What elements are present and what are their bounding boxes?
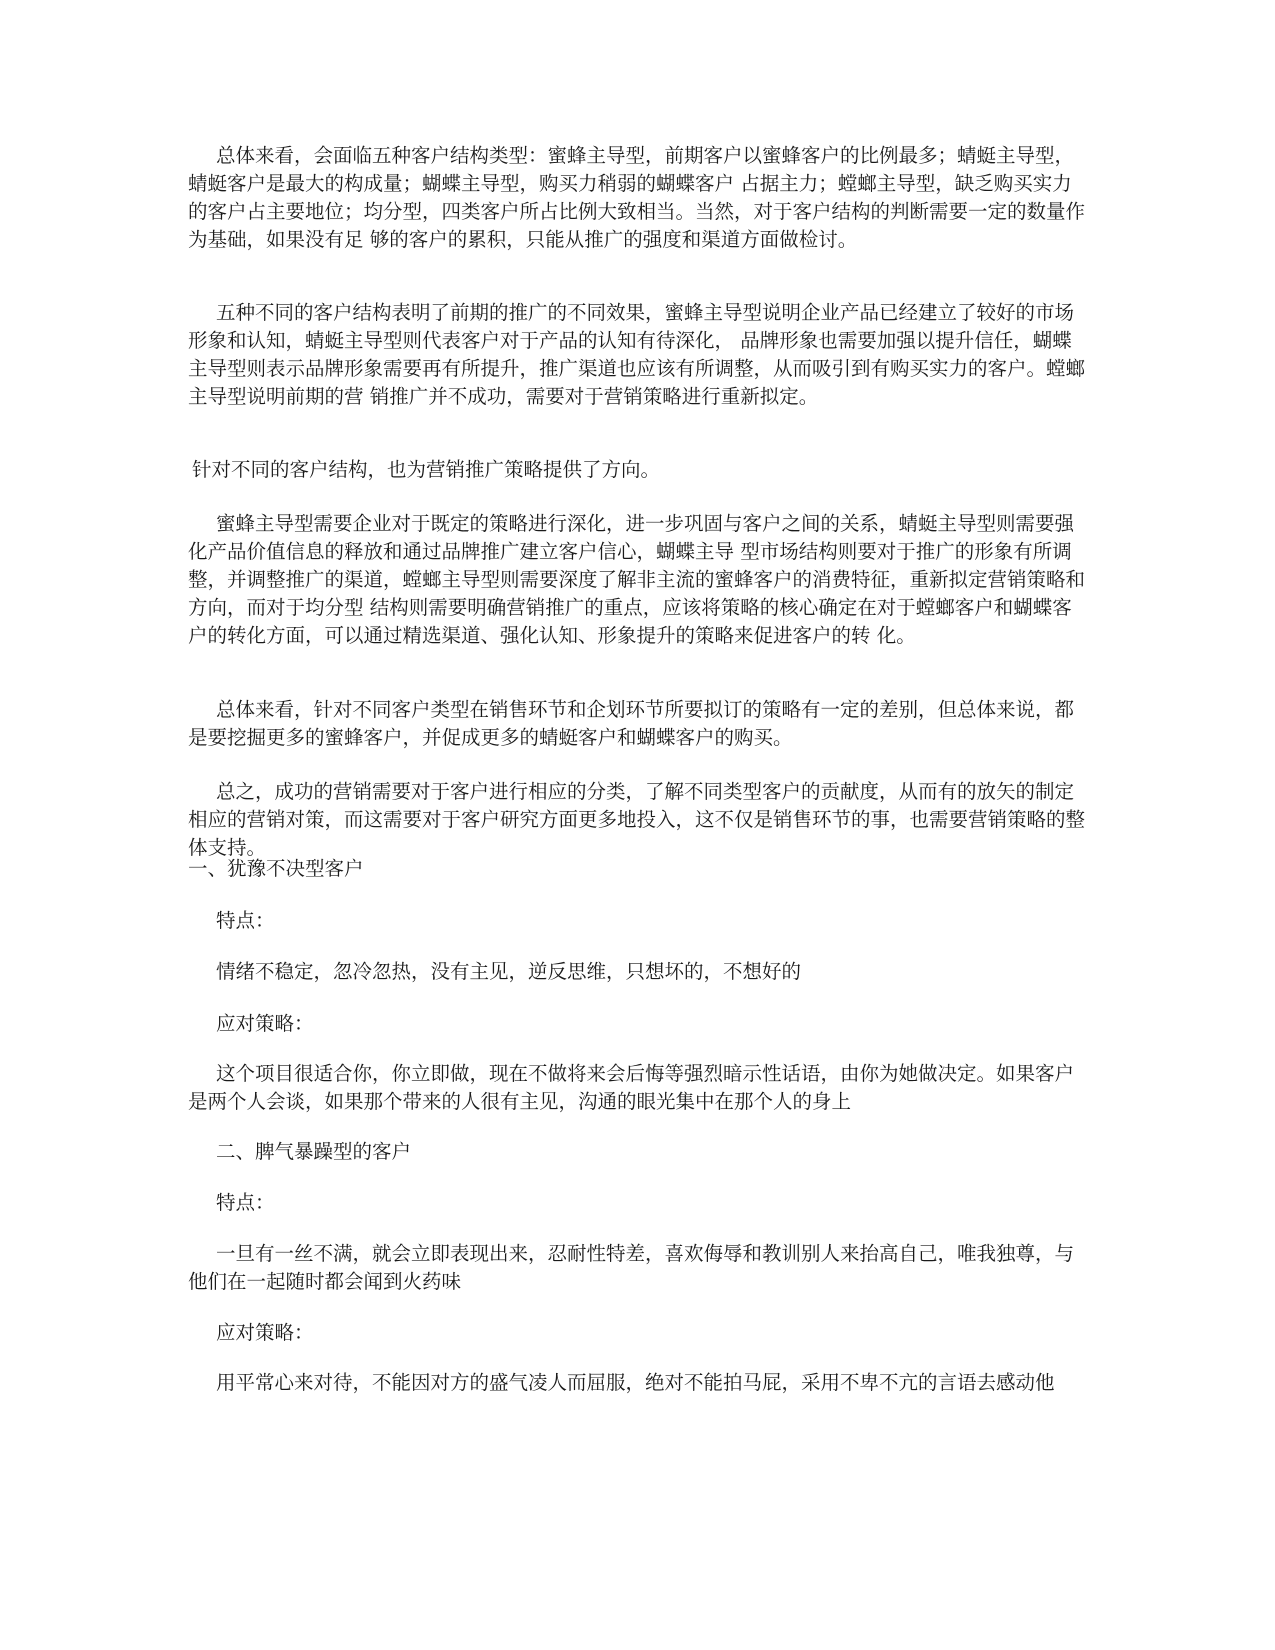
- paragraph-strategy-direction: 针对不同的客户结构，也为营销推广策略提供了方向。: [192, 458, 661, 481]
- paragraph-strategy-irritable: 用平常心来对待，不能因对方的盛气凌人而屈服，绝对不能拍马屁，采用不卑不亢的言语去感动他: [216, 1371, 1055, 1394]
- section-heading-irritable-customer: 二、脾气暴躁型的客户: [216, 1140, 412, 1163]
- paragraph-features-irritable: 一旦有一丝不满，就会立即表现出来，忍耐性特差，喜欢侮辱和教训别人来抬高自己，唯我独尊，与他们在一起随时都会闻到火药味: [188, 1242, 1075, 1293]
- paragraph-structure-effects: 五种不同的客户结构表明了前期的推广的不同效果，蜜蜂主导型说明企业产品已经建立了较好的市场形象和认知，蜻蜓主导型则代表客户对于产品的认知有待深化， 品牌形象也需要加强以提升信任，蝴蝶主导型则表示品牌形象需要再有所提升，推广渠道也应该有所调整，从而吸引到有购买实力的客户。螳螂主导型说明前期的营 销推广并不成功，需要对于营销策略进行重新拟定。: [188, 301, 1086, 408]
- paragraph-features-hesitant: 情绪不稳定，忽冷忽热，没有主见，逆反思维，只想坏的，不想好的: [216, 960, 802, 983]
- label-features-1: 特点：: [216, 909, 275, 932]
- label-features-2: 特点：: [216, 1191, 275, 1214]
- paragraph-overall-summary: 总体来看，针对不同客户类型在销售环节和企划环节所要拟订的策略有一定的差别，但总体来说，都是要挖掘更多的蜜蜂客户，并促成更多的蜻蜓客户和蝴蝶客户的购买。: [188, 698, 1075, 749]
- paragraph-strategy-details: 蜜蜂主导型需要企业对于既定的策略进行深化，进一步巩固与客户之间的关系，蜻蜓主导型则需要强化产品价值信息的释放和通过品牌推广建立客户信心，蝴蝶主导 型市场结构则要对于推广的形象有所调整，并调整推广的渠道，螳螂主导型则需要深度了解非主流的蜜蜂客户的消费特征，重新拟定营销策略和方向，而对于均分型 结构则需要明确营销推广的重点，应该将策略的核心确定在对于螳螂客户和蝴蝶客户的转化方面，可以通过精选渠道、强化认知、形象提升的策略来促进客户的转 化。: [188, 512, 1086, 647]
- label-strategy-1: 应对策略：: [216, 1012, 314, 1035]
- paragraph-customer-structure-types: 总体来看，会面临五种客户结构类型：蜜蜂主导型，前期客户以蜜蜂客户的比例最多；蜻蜓主导型，蜻蜓客户是最大的构成量；蝴蝶主导型，购买力稍弱的蝴蝶客户 占据主力；螳螂主导型，缺乏购买实力的客户占主要地位；均分型，四类客户所占比例大致相当。当然，对于客户结构的判断需要一定的数量作为基础，如果没有足 够的客户的累积，只能从推广的强度和渠道方面做检讨。: [188, 144, 1086, 251]
- label-strategy-2: 应对策略：: [216, 1321, 314, 1344]
- section-heading-hesitant-customer: 一、犹豫不决型客户: [188, 857, 364, 880]
- paragraph-strategy-hesitant: 这个项目很适合你，你立即做，现在不做将来会后悔等强烈暗示性话语，由你为她做决定。如果客户是两个人会谈，如果那个带来的人很有主见，沟通的眼光集中在那个人的身上: [188, 1062, 1075, 1113]
- paragraph-conclusion: 总之，成功的营销需要对于客户进行相应的分类，了解不同类型客户的贡献度，从而有的放矢的制定相应的营销对策，而这需要对于客户研究方面更多地投入，这不仅是销售环节的事，也需要营销策略的整体支持。: [188, 780, 1086, 859]
